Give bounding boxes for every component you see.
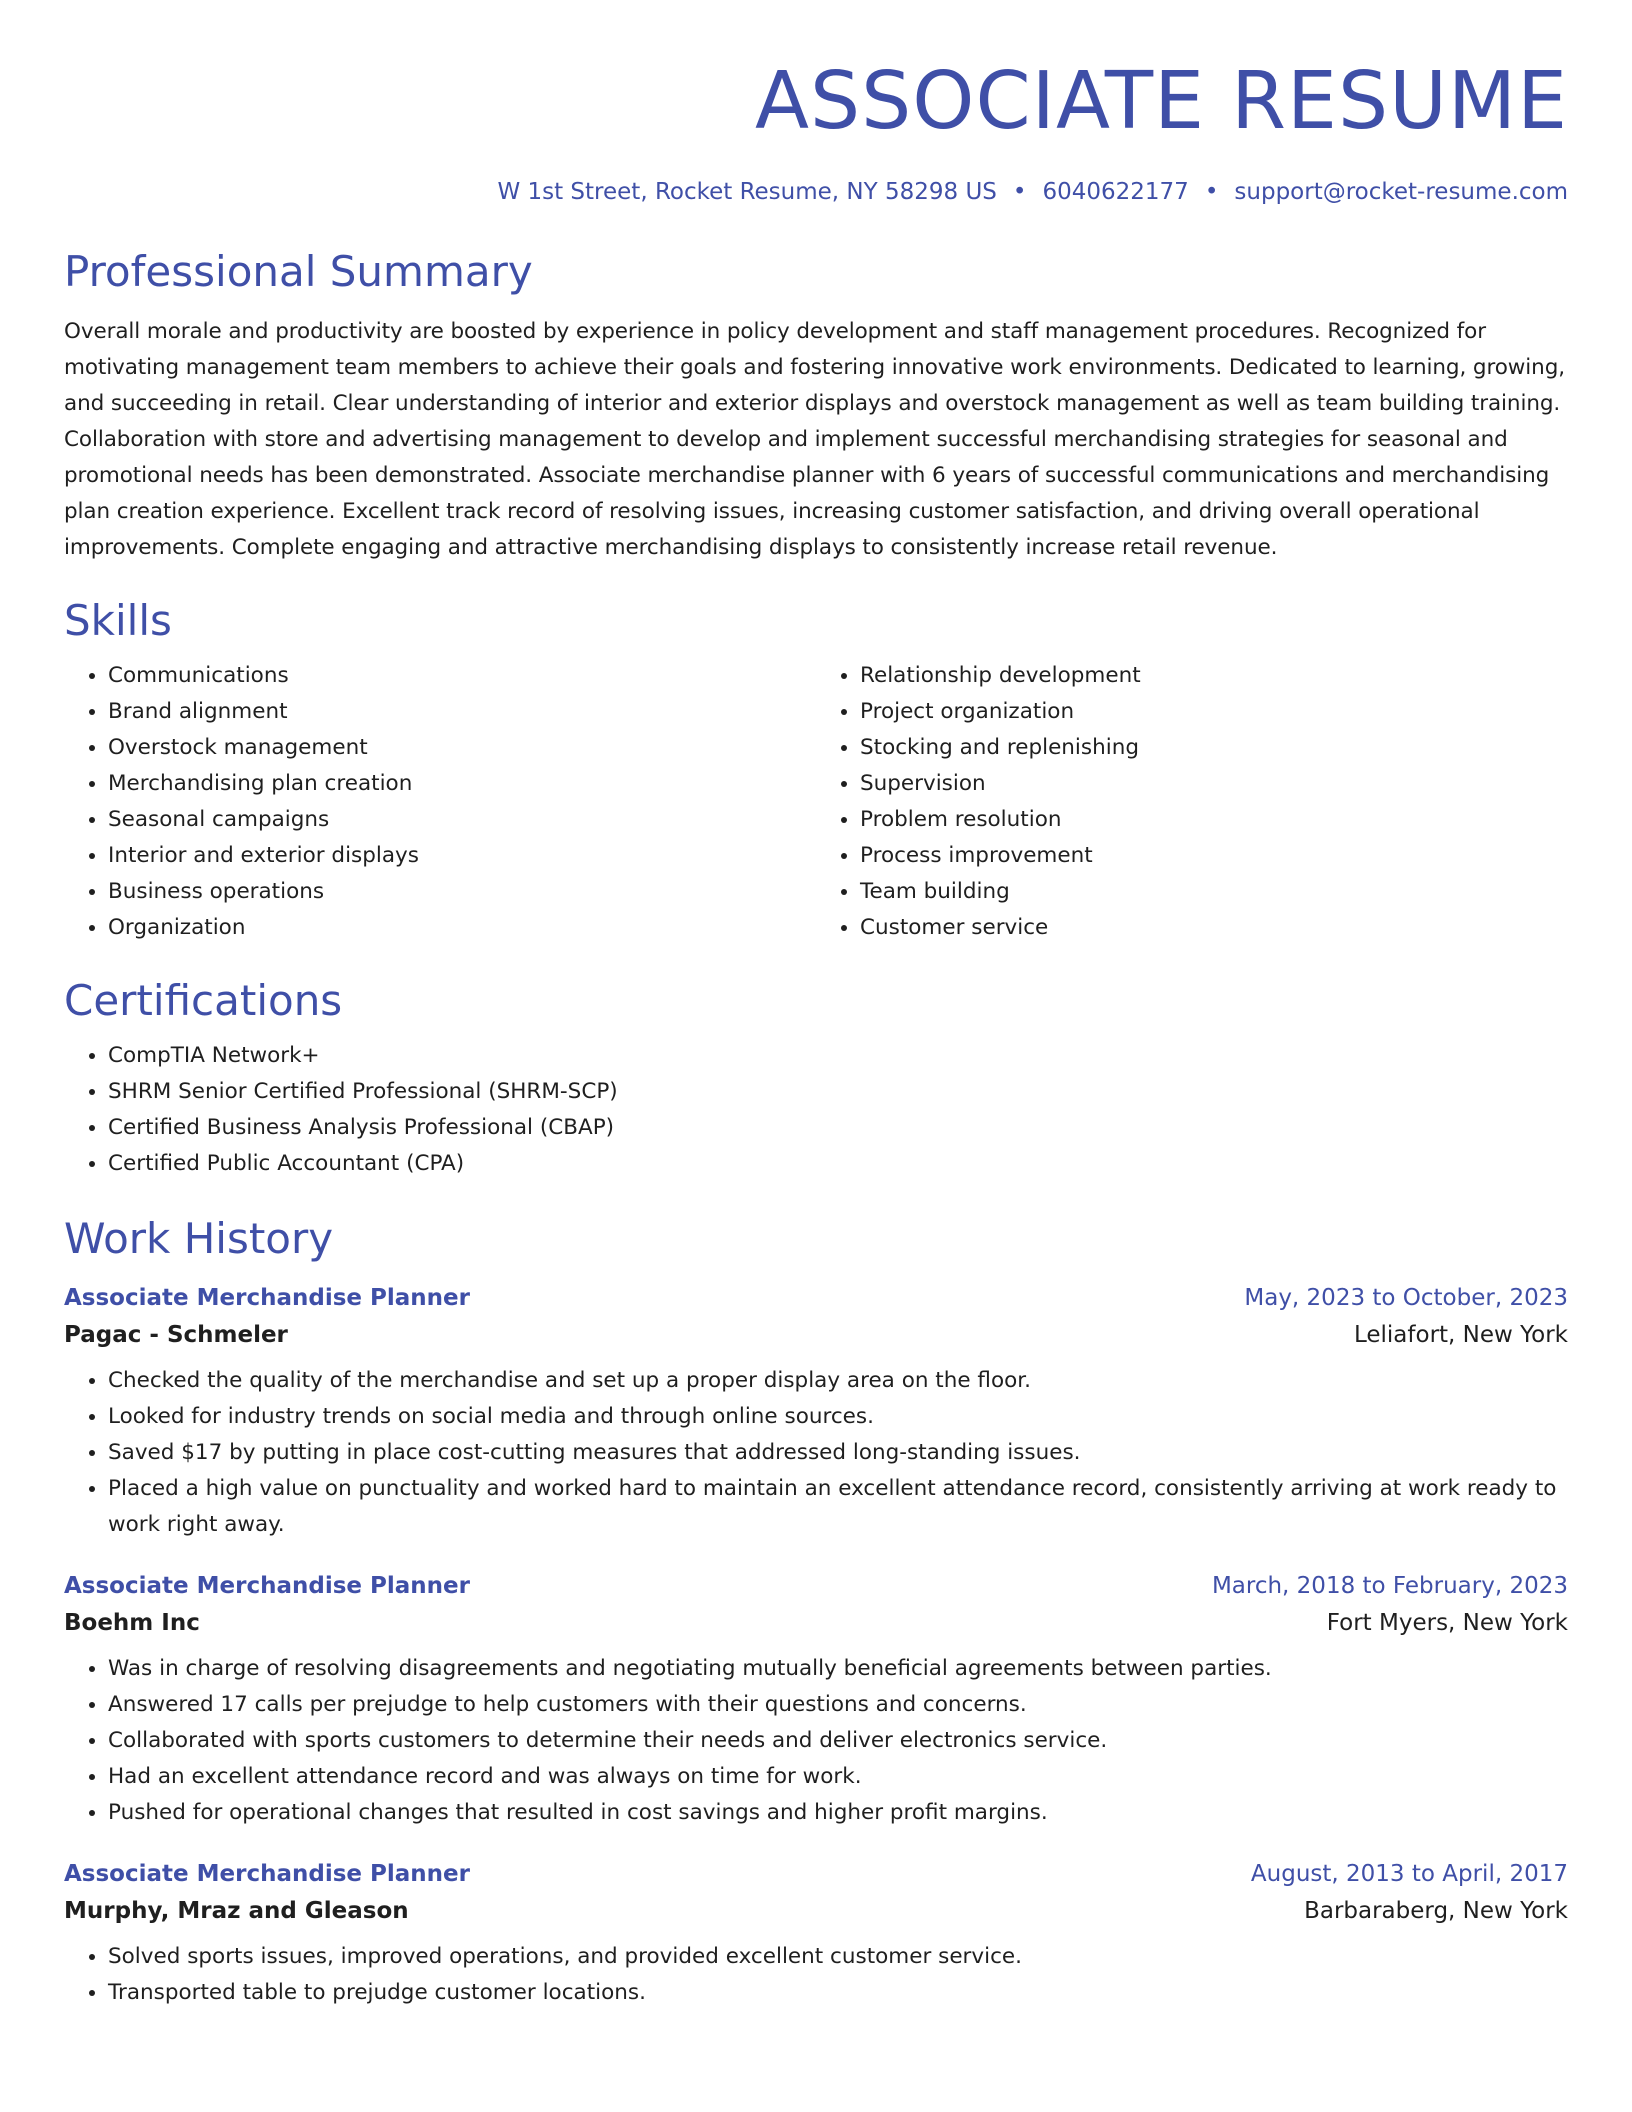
job-bullets [64,1651,1568,1831]
skill-item: • Supervision [860,766,1568,802]
company-name: Murphy, Mraz and Gleason [64,1898,409,1924]
address: W 1st Street, Rocket Resume, NY 58298 US [497,179,997,205]
job-subheader [64,1900,1568,1923]
certification-item: • Certified Business Analysis Professional (CBAP) [108,1110,1568,1146]
job-bullet: • Transported table to prejudge customer locations. [108,1975,1568,2011]
job-title: Associate Merchandise Planner [64,1861,470,1887]
job-dates: March, 2018 to February, 2023 [1211,1573,1568,1599]
skills-columns [64,658,1568,946]
job-entry [64,1287,1568,1543]
skill-item: • Customer service [860,910,1568,946]
summary-title: Professional Summary [64,247,533,296]
certifications-section [64,976,1568,1182]
skill-item: • Interior and exterior displays [108,838,816,874]
skill-item: • Merchandising plan creation [108,766,816,802]
job-bullet: • Was in charge of resolving disagreements and negotiating mutually beneficial agreements between parties. [108,1651,1568,1687]
skill-item: • Overstock management [108,730,816,766]
job-location: Fort Myers, New York [1326,1610,1568,1636]
resume-name: ASSOCIATE RESUME [754,55,1568,147]
work-history-title: Work History [64,1214,334,1263]
summary-section [64,247,1568,566]
skill-item: • Problem resolution [860,802,1568,838]
job-bullet: • Checked the quality of the merchandise and set up a proper display area on the floor. [108,1363,1568,1399]
company-name: Boehm Inc [64,1610,200,1636]
job-subheader [64,1324,1568,1347]
company-name: Pagac - Schmeler [64,1322,288,1348]
job-bullet: • Looked for industry trends on social media and through online sources. [108,1399,1568,1435]
job-location: Barbaraberg, New York [1304,1898,1568,1924]
job-subheader [64,1612,1568,1635]
certifications-list [64,1038,1568,1182]
certification-item: • SHRM Senior Certified Professional (SHRM-SCP) [108,1074,1568,1110]
job-title: Associate Merchandise Planner [64,1285,470,1311]
job-bullet: • Collaborated with sports customers to determine their needs and deliver electronics service. [108,1723,1568,1759]
job-bullet: • Saved $17 by putting in place cost-cutting measures that addressed long-standing issues. [108,1435,1568,1471]
job-bullet: • Placed a high value on punctuality and worked hard to maintain an excellent attendance record, consistently arriving at work ready to work right away. [108,1471,1568,1543]
separator-dot: • [1204,179,1219,205]
skills-left-list [64,658,816,946]
skill-item: • Communications [108,658,816,694]
skills-section [64,596,1568,946]
job-dates: August, 2013 to April, 2017 [1250,1861,1568,1887]
job-bullet: • Pushed for operational changes that resulted in cost savings and higher profit margins. [108,1795,1568,1831]
skills-title: Skills [64,596,172,645]
contact-line [64,181,1568,204]
job-header [64,1575,1568,1598]
job-bullet: • Answered 17 calls per prejudge to help customers with their questions and concerns. [108,1687,1568,1723]
skill-item: • Organization [108,910,816,946]
job-bullet: • Had an excellent attendance record and was always on time for work. [108,1759,1568,1795]
job-header [64,1863,1568,1886]
skill-item: • Business operations [108,874,816,910]
skill-item: • Project organization [860,694,1568,730]
job-header [64,1287,1568,1310]
job-dates: May, 2023 to October, 2023 [1244,1285,1568,1311]
skill-item: • Process improvement [860,838,1568,874]
job-location: Leliafort, New York [1353,1322,1568,1348]
separator-dot: • [1012,179,1027,205]
skill-item: • Seasonal campaigns [108,802,816,838]
skill-item: • Stocking and replenishing [860,730,1568,766]
job-entry [64,1575,1568,1831]
job-bullets [64,1939,1568,2011]
job-entry [64,1863,1568,2011]
job-bullets [64,1363,1568,1543]
phone: 6040622177 [1042,179,1189,205]
skill-item: • Brand alignment [108,694,816,730]
skills-right-list [816,658,1568,946]
certifications-title: Certifications [64,976,343,1025]
job-title: Associate Merchandise Planner [64,1573,470,1599]
job-bullet: • Solved sports issues, improved operations, and provided excellent customer service. [108,1939,1568,1975]
skill-item: • Team building [860,874,1568,910]
email-link[interactable]: support@rocket-resume.com [1234,179,1568,205]
work-history-section [64,1214,1568,2011]
certification-item: • CompTIA Network+ [108,1038,1568,1074]
certification-item: • Certified Public Accountant (CPA) [108,1146,1568,1182]
skill-item: • Relationship development [860,658,1568,694]
summary-text: Overall morale and productivity are boosted by experience in policy development and staff management procedures. Recognized for motivating management team members to achieve their goals and fostering innovative work environments. Dedicated to learning, growing, and succeeding in retail. Clear understanding of interior and exterior displays and overstock management as well as team building training. Collaboration with store and advertising management to develop and implement successful merchandising strategies for seasonal and promotional needs has been demonstrated. Associate merchandise planner with 6 years of successful communications and merchandising plan creation experience. Excellent track record of resolving issues, increasing customer satisfaction, and driving overall operational improvements. Complete engaging and attractive merchandising displays to consistently increase retail revenue. [64,319,1565,560]
